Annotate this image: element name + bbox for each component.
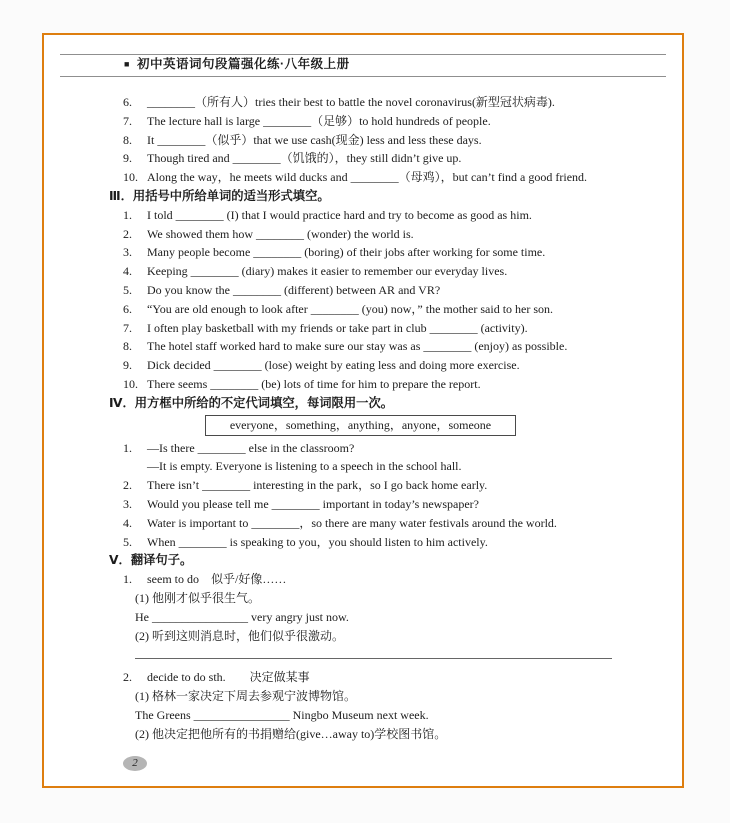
item-text: We showed them how ________ (wonder) the world is. xyxy=(147,226,414,241)
exercise-item xyxy=(123,168,612,187)
item-number: 2. xyxy=(123,478,132,493)
exercise-item xyxy=(123,93,612,112)
item-text: Though tired and ________（饥饿的），they still didn’t give up. xyxy=(147,151,462,166)
page-number: 2 xyxy=(132,756,138,769)
translation-prompt: (1) 格林一家决定下周去参观宁波博物馆。 xyxy=(135,689,356,704)
section-heading-3: Ⅲ．用括号中所给单词的适当形式填空。 xyxy=(109,188,330,203)
exercise-item xyxy=(123,131,612,150)
item-number: 6. xyxy=(123,301,132,316)
phrase-text: seem to do 似乎/好像…… xyxy=(147,572,287,587)
item-number: 7. xyxy=(123,320,132,335)
item-number: 9. xyxy=(123,151,132,166)
item-text: Do you know the ________ (different) between AR and VR? xyxy=(147,282,441,297)
item-number: 6. xyxy=(123,95,132,109)
item-number: 5. xyxy=(123,282,132,297)
item-number: 3. xyxy=(123,496,132,511)
page-header xyxy=(60,54,666,77)
exercise-item xyxy=(123,300,612,319)
phrase-text: decide to do sth. 决定做某事 xyxy=(147,670,310,685)
item-number: 4. xyxy=(123,515,132,530)
word-bank-box: everyone，something，anything，anyone，someone xyxy=(205,415,516,436)
item-number: 4. xyxy=(123,264,132,279)
item-text: ________（所有人）tries their best to battle the novel coronavirus(新型冠状病毒). xyxy=(147,95,555,109)
item-number xyxy=(123,457,147,476)
exercise-item xyxy=(123,225,612,244)
exercise-item xyxy=(123,495,612,514)
item-number: 8. xyxy=(123,339,132,354)
exercise-item xyxy=(123,439,612,458)
exercise-item xyxy=(123,356,612,375)
header-title: 初中英语词句段篇强化练·八年级上册 xyxy=(136,57,350,71)
item-number: 10. xyxy=(123,376,138,391)
translation-prompt: (2) 他决定把他所有的书捐赠给(give…away to)学校图书馆。 xyxy=(135,726,447,741)
item-text: Would you please tell me ________ important in today’s newspaper? xyxy=(147,496,479,511)
item-text: Dick decided ________ (lose) weight by eating less and doing more exercise. xyxy=(147,358,520,373)
item-text: The hotel staff worked hard to make sure our stay was as ________ (enjoy) as possible. xyxy=(147,339,568,354)
item-text: —Is there ________ else in the classroom? xyxy=(147,440,355,455)
item-text: The lecture hall is large ________（足够）to hold hundreds of people. xyxy=(147,113,491,128)
item-text: —It is empty. Everyone is listening to a speech in the school hall. xyxy=(147,459,462,474)
exercise-item xyxy=(123,206,612,225)
item-text: Many people become ________ (boring) of their jobs after working for some time. xyxy=(147,245,546,260)
item-text: There isn’t ________ interesting in the park，so I go back home early. xyxy=(147,478,488,493)
exercise-item xyxy=(123,281,612,300)
item-text: “You are old enough to look after ________ (you) now，” the mother said to her son. xyxy=(147,301,554,316)
item-number: 1. xyxy=(123,572,132,587)
item-text: There seems ________ (be) lots of time for him to prepare the report. xyxy=(147,376,481,391)
item-number: 1. xyxy=(123,207,132,222)
item-number: 3. xyxy=(123,245,132,260)
exercise-item xyxy=(123,319,612,338)
section-heading-4: Ⅳ．用方框中所给的不定代词填空，每词限用一次。 xyxy=(109,395,394,410)
item-text: When ________ is speaking to you，you should listen to him actively. xyxy=(147,534,488,549)
item-number: 2. xyxy=(123,670,132,685)
item-number: 9. xyxy=(123,358,132,373)
exercise-item xyxy=(123,149,612,168)
item-number: 5. xyxy=(123,534,132,549)
item-text: It ________（似乎）that we use cash(现金) less and less these days. xyxy=(147,132,482,147)
exercise-item xyxy=(123,112,612,131)
workbook-page-frame xyxy=(42,33,684,788)
item-text: I often play basketball with my friends or take part in club ________ (activity). xyxy=(147,320,528,335)
exercise-item xyxy=(123,457,612,476)
item-text: Water is important to ________，so there are many water festivals around the world. xyxy=(147,515,557,530)
translation-item xyxy=(123,668,612,687)
exercise-item xyxy=(123,375,612,394)
item-number: 8. xyxy=(123,132,132,147)
item-number: 1. xyxy=(123,440,132,455)
exercise-item xyxy=(123,476,612,495)
item-number: 2. xyxy=(123,226,132,241)
item-number: 10. xyxy=(123,170,138,185)
exercise-item xyxy=(123,533,612,552)
page-number-badge xyxy=(123,756,147,771)
translation-prompt: (1) 他刚才似乎很生气。 xyxy=(135,590,260,605)
translation-item xyxy=(123,570,612,589)
header-bullet-icon: ■ xyxy=(124,59,130,69)
page-content xyxy=(44,77,682,771)
exercise-item xyxy=(123,514,612,533)
translation-answer-stem: He ________________ very angry just now. xyxy=(135,609,349,624)
item-text: Along the way，he meets wild ducks and ________（母鸡），but can’t find a good friend. xyxy=(147,170,588,185)
answer-blank-line xyxy=(135,658,612,659)
item-number: 7. xyxy=(123,113,132,128)
translation-prompt: (2) 听到这则消息时，他们似乎很激动。 xyxy=(135,628,344,643)
exercise-item xyxy=(123,337,612,356)
item-text: Keeping ________ (diary) makes it easier to remember our everyday lives. xyxy=(147,264,508,279)
translation-answer-stem: The Greens ________________ Ningbo Museum next week. xyxy=(135,707,429,722)
exercise-item xyxy=(123,243,612,262)
exercise-item xyxy=(123,262,612,281)
section-heading-5: Ⅴ．翻译句子。 xyxy=(109,553,193,568)
item-text: I told ________ (I) that I would practice hard and try to become as good as him. xyxy=(147,207,532,222)
